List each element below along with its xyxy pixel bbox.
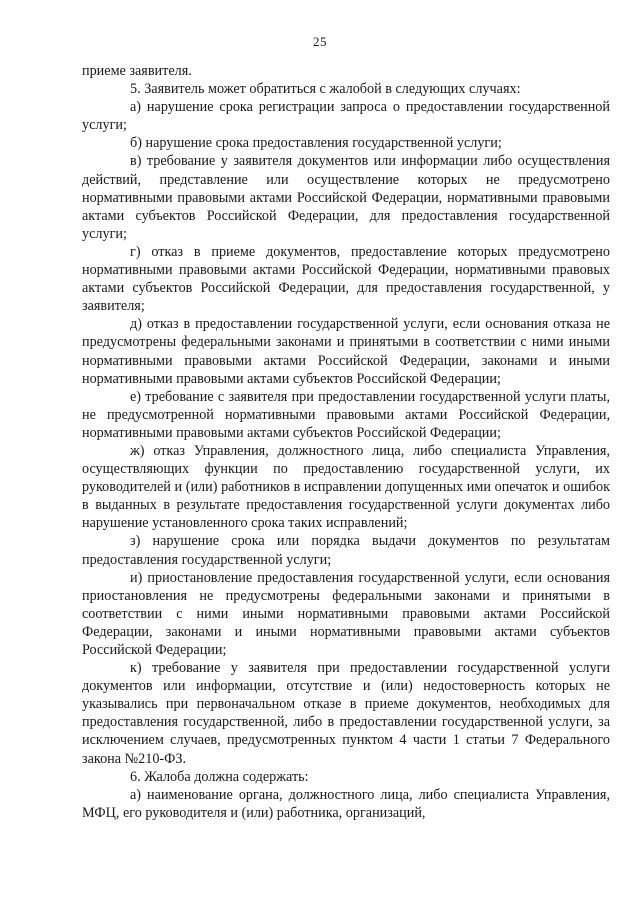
document-body xyxy=(82,62,610,822)
paragraph-clause-6: 6. Жалоба должна содержать: xyxy=(130,768,309,785)
paragraph-item-d: д) отказ в предоставлении государственной услуги, если основания отказа не предусмотрены федеральными законами и принятыми в соответствии с ними иными нормативными правовыми актами Российской Федерации, законами и иными нормативными правовыми актами субъектов Российской Федерации; xyxy=(82,316,610,387)
paragraph-continuation: приеме заявителя. xyxy=(82,63,192,79)
paragraph-item-v: в) требование у заявителя документов или информации либо осуществления действий, представление или осуществление которых не предусмотрено нормативными правовыми актами Российской Федерации, нормативными правовыми актами субъектов Российской Федерации, для предоставления государственной услуги; xyxy=(82,153,610,242)
paragraph-item-i: и) приостановление предоставления государственной услуги, если основания приостановления не предусмотрены федеральными законами и принятыми в соответствии с ними иными нормативными правовыми актами Российской Федерации, законами и иными нормативными правовыми актами субъектов Российской Федерации; xyxy=(82,569,610,658)
paragraph-item-zh: ж) отказ Управления, должностного лица, либо специалиста Управления, осуществляющих функции по предоставлению государственной услуги, их руководителей и (или) работников в исправлении допущенных ими опечаток и ошибок в выданных в результате предоставления государственной услуги документах либо нарушение установленного срока таких исправлений; xyxy=(82,442,610,532)
paragraph-item-b: б) нарушение срока предоставления государственной услуги; xyxy=(130,135,502,152)
paragraph-clause-6-item-a: а) наименование органа, должностного лица, либо специалиста Управления, МФЦ, его руководителя и (или) работника, организаций, xyxy=(82,786,610,821)
paragraph-item-k: к) требование у заявителя при предоставлении государственной услуги документов или информации, отсутствие и (или) недостоверность которых не указывались при первоначальном отказе в приеме документов, необходимых для предоставления государственной, либо в предоставлении государственной услуги, за исключением случаев, предусмотренных пунктом 4 части 1 статьи 7 Федерального закона №210-ФЗ. xyxy=(82,660,610,767)
paragraph-item-z: з) нарушение срока или порядка выдачи документов по результатам предоставления государственной услуги; xyxy=(82,533,610,568)
paragraph-item-a: а) нарушение срока регистрации запроса о предоставлении государственной услуги; xyxy=(82,99,610,134)
page-number: 25 xyxy=(313,34,327,49)
paragraph-item-e: е) требование с заявителя при предоставлении государственной услуги платы, не предусмотренной нормативными правовыми актами Российской Федерации, нормативными правовыми актами субъектов Российской Федерации; xyxy=(82,388,610,441)
paragraph-clause-5: 5. Заявитель может обратиться с жалобой в следующих случаях: xyxy=(130,81,521,98)
paragraph-item-g: г) отказ в приеме документов, предоставление которых предусмотрено нормативными правовыми актами Российской Федерации, нормативными правовых актами субъектов Российской Федерации, для предоставления государственной, у заявителя; xyxy=(82,243,610,315)
